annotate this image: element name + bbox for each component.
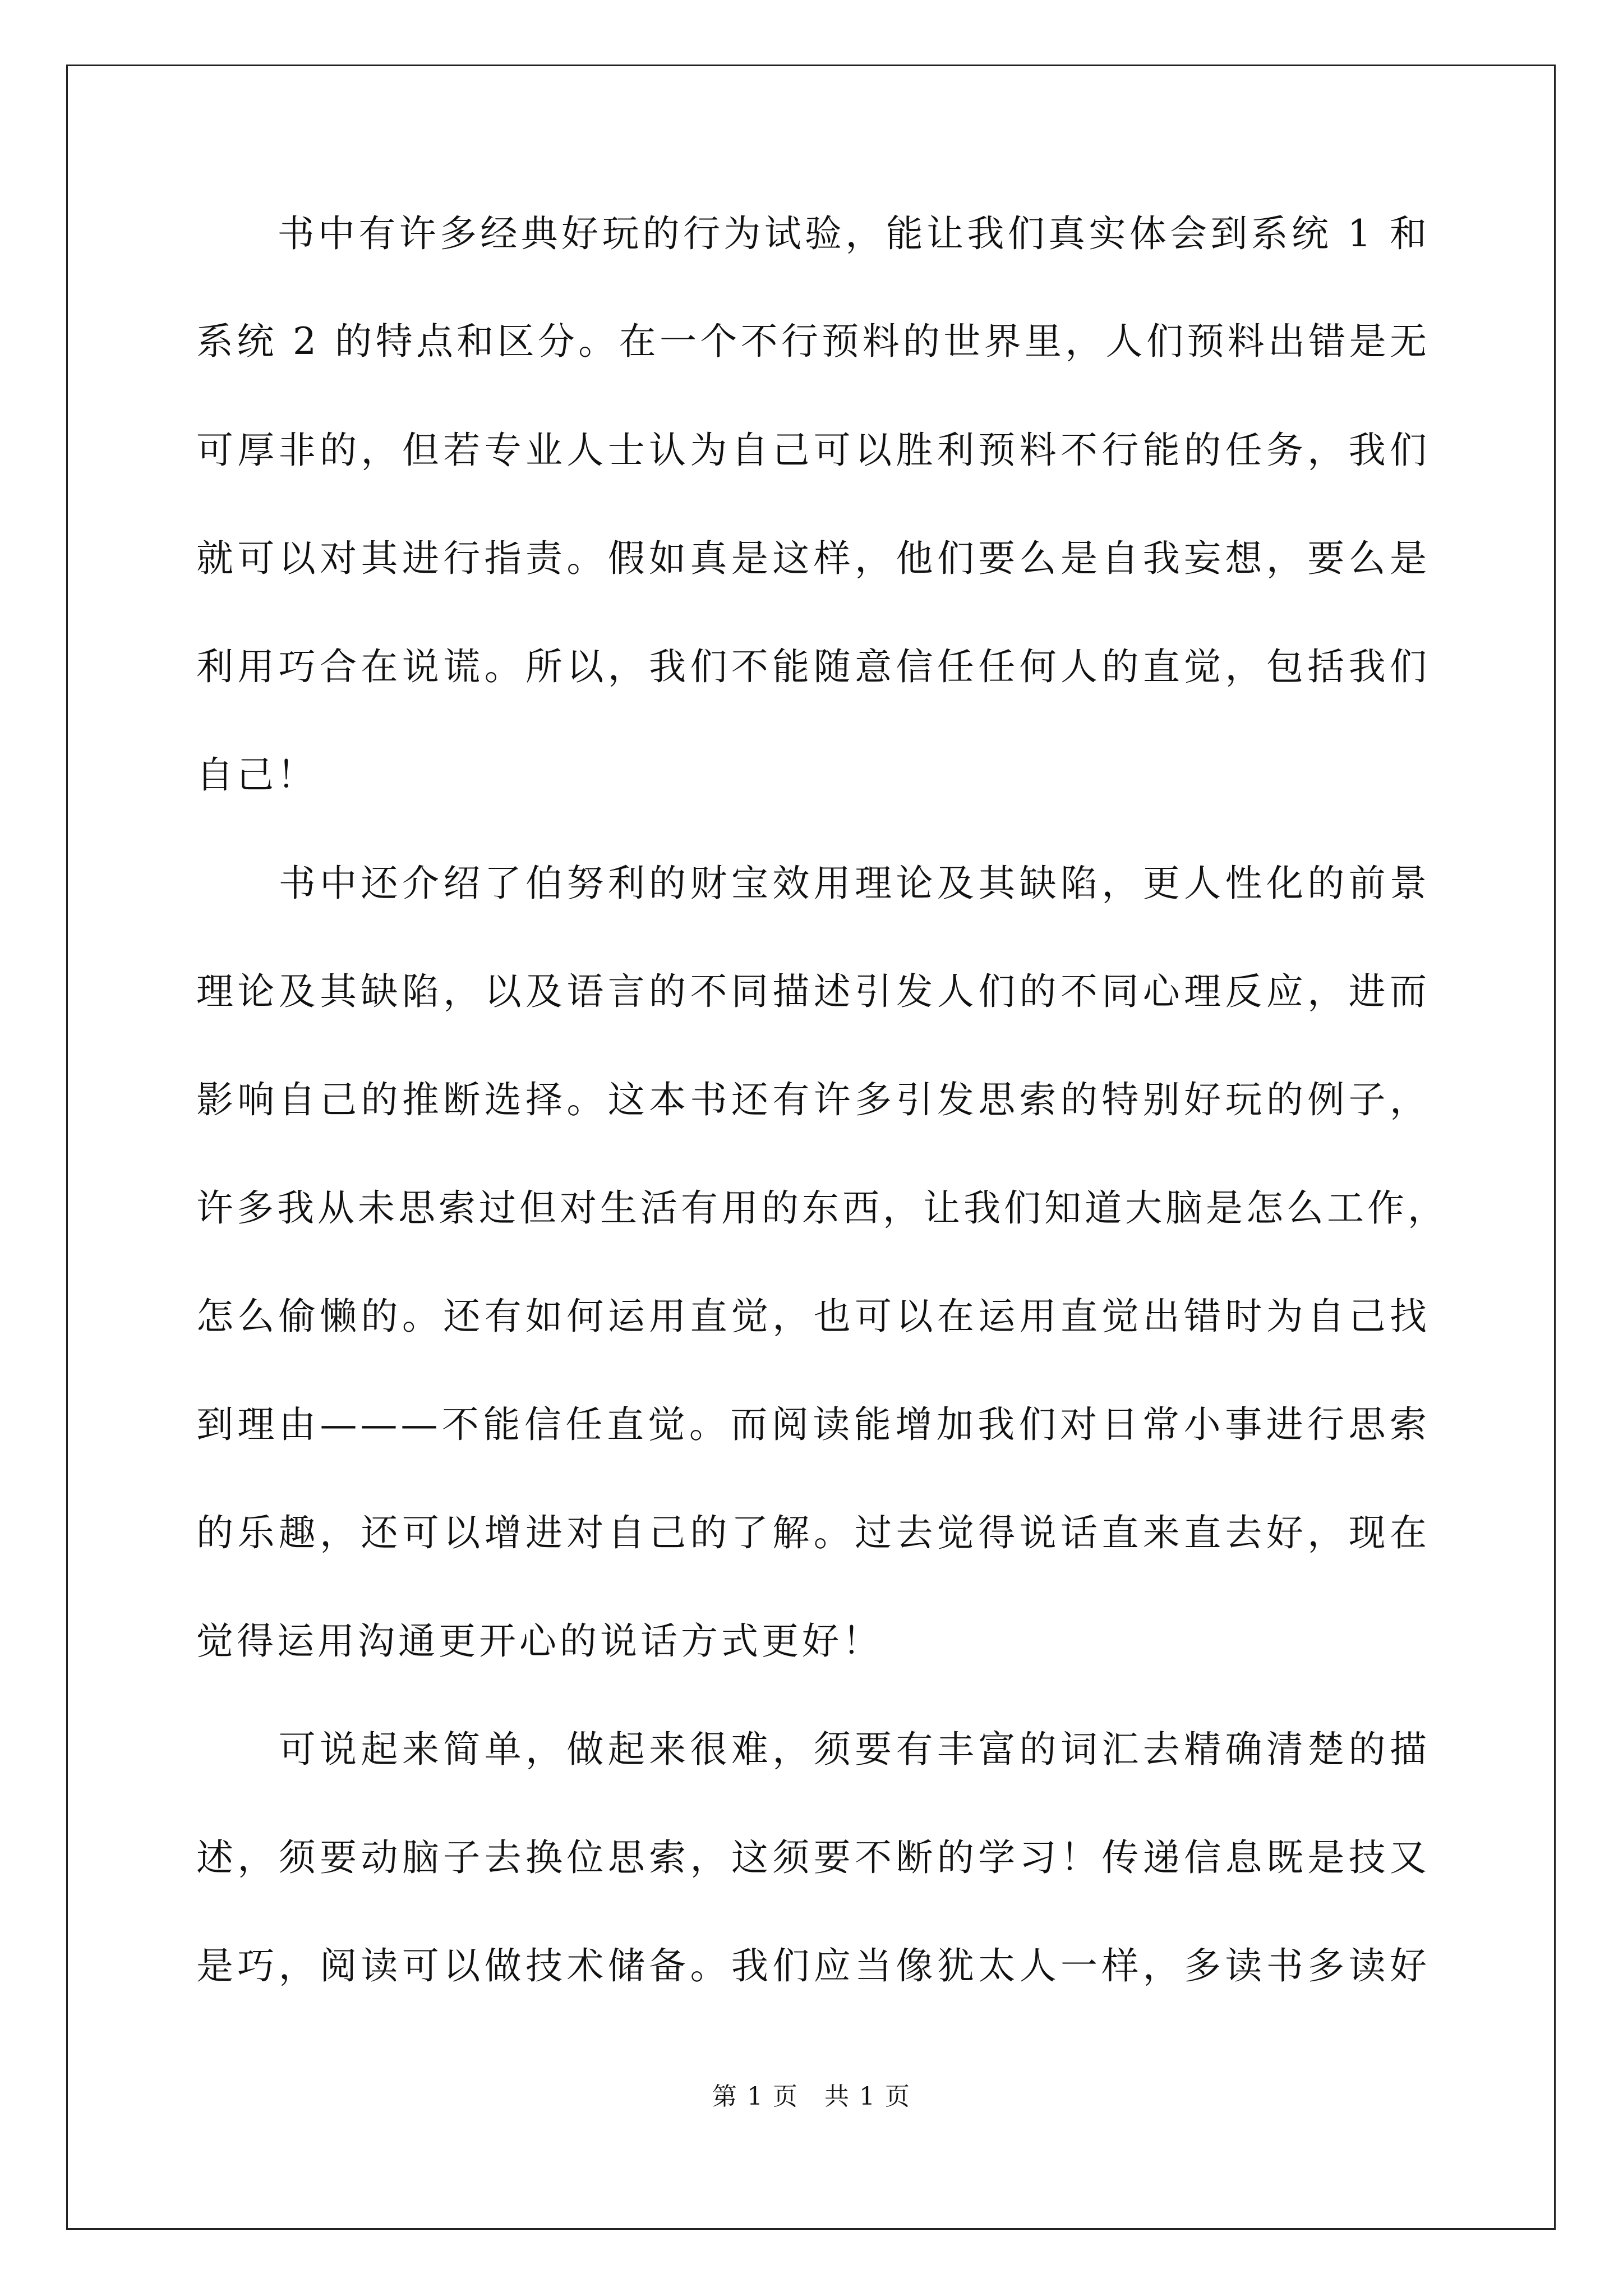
text-line: 系统 2 的特点和区分。在一个不行预料的世界里，人们预料出错是无 (196, 320, 1430, 363)
text-line: 书中还介绍了伯努利的财宝效用理论及其缺陷，更人性化的前景 (196, 862, 1430, 905)
text-line: 的乐趣，还可以增进对自己的了解。过去觉得说话直来直去好，现在 (196, 1511, 1430, 1554)
text-line: 可说起来简单，做起来很难，须要有丰富的词汇去精确清楚的描 (196, 1728, 1430, 1771)
text-line: 到理由———不能信任直觉。而阅读能增加我们对日常小事进行思索 (196, 1403, 1430, 1446)
text-line: 利用巧合在说谎。所以，我们不能随意信任任何人的直觉，包括我们 (196, 645, 1430, 688)
text-line: 许多我从未思索过但对生活有用的东西，让我们知道大脑是怎么工作， (196, 1186, 1448, 1230)
text-line: 怎么偷懒的。还有如何运用直觉，也可以在运用直觉出错时为自己找 (196, 1295, 1430, 1338)
text-line: 是巧，阅读可以做技术储备。我们应当像犹太人一样，多读书多读好 (196, 1944, 1430, 1987)
page-number-footer: 第 1 页 共 1 页 (712, 2082, 911, 2111)
text-line: 书中有许多经典好玩的行为试验，能让我们真实体会到系统 1 和 (196, 212, 1430, 255)
page-border (66, 65, 1556, 2230)
text-line: 就可以对其进行指责。假如真是这样，他们要么是自我妄想，要么是 (196, 537, 1430, 580)
text-line: 述，须要动脑子去换位思索，这须要不断的学习！传递信息既是技又 (196, 1836, 1430, 1879)
text-line: 理论及其缺陷，以及语言的不同描述引发人们的不同心理反应，进而 (196, 970, 1430, 1013)
text-line: 自己！ (196, 753, 317, 797)
text-line: 可厚非的，但若专业人士认为自己可以胜利预料不行能的任务，我们 (196, 429, 1430, 472)
text-line: 影响自己的推断选择。这本书还有许多引发思索的特别好玩的例子， (196, 1078, 1430, 1121)
text-line: 觉得运用沟通更开心的说话方式更好！ (196, 1619, 883, 1663)
